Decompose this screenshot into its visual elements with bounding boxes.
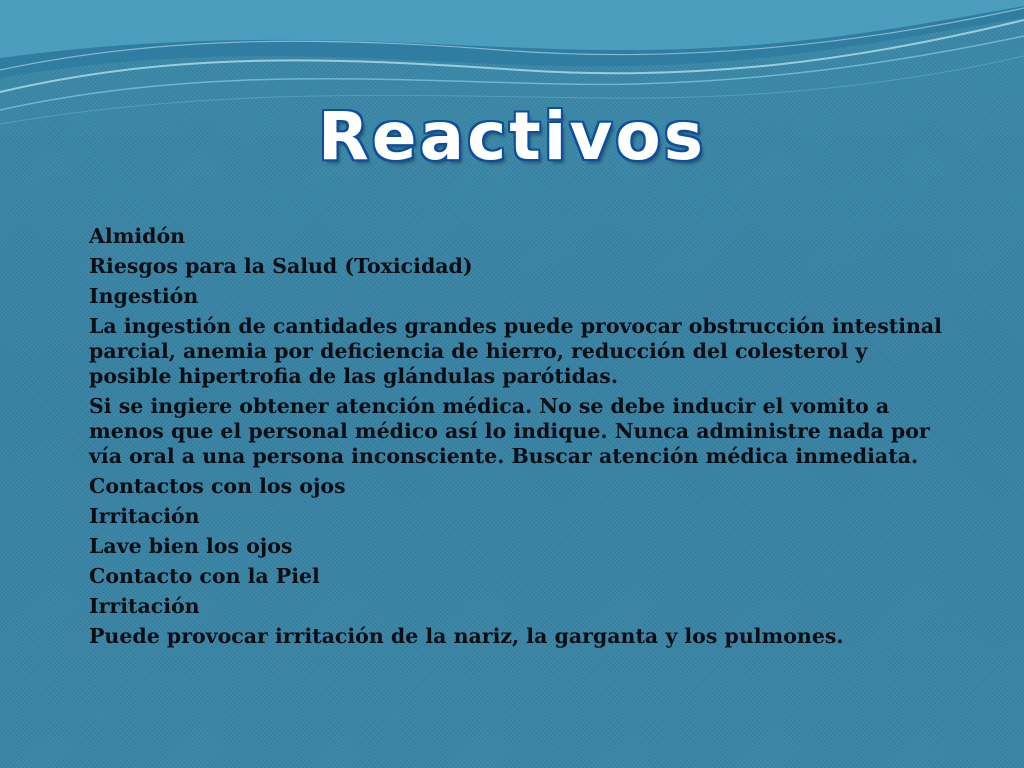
list-item: La ingestión de cantidades grandes puede provocar obstrucción intestinal parcial, anemia por deficiencia de hierro, reducción del colesterol y posible hipertrofia de las glándulas parótidas. <box>89 314 942 388</box>
list-item: Irritación <box>89 504 200 528</box>
list-item: Irritación <box>89 594 200 618</box>
list-item: Riesgos para la Salud (Toxicidad) <box>89 254 473 278</box>
list-item: Puede provocar irritación de la nariz, la garganta y los pulmones. <box>89 624 844 648</box>
list-item: Ingestión <box>89 284 199 308</box>
list-item: Lave bien los ojos <box>89 534 293 558</box>
list-item: Contactos con los ojos <box>89 474 346 498</box>
slide-title <box>0 98 1024 175</box>
content-list <box>89 224 949 654</box>
slide-title-text: Reactivos <box>317 98 707 175</box>
list-item: Almidón <box>89 224 186 248</box>
list-item: Si se ingiere obtener atención médica. No se debe inducir el vomito a menos que el personal médico así lo indique. Nunca administre nada por vía oral a una persona inconsciente. Buscar atención médica inmediata. <box>89 394 930 468</box>
list-item: Contacto con la Piel <box>89 564 320 588</box>
